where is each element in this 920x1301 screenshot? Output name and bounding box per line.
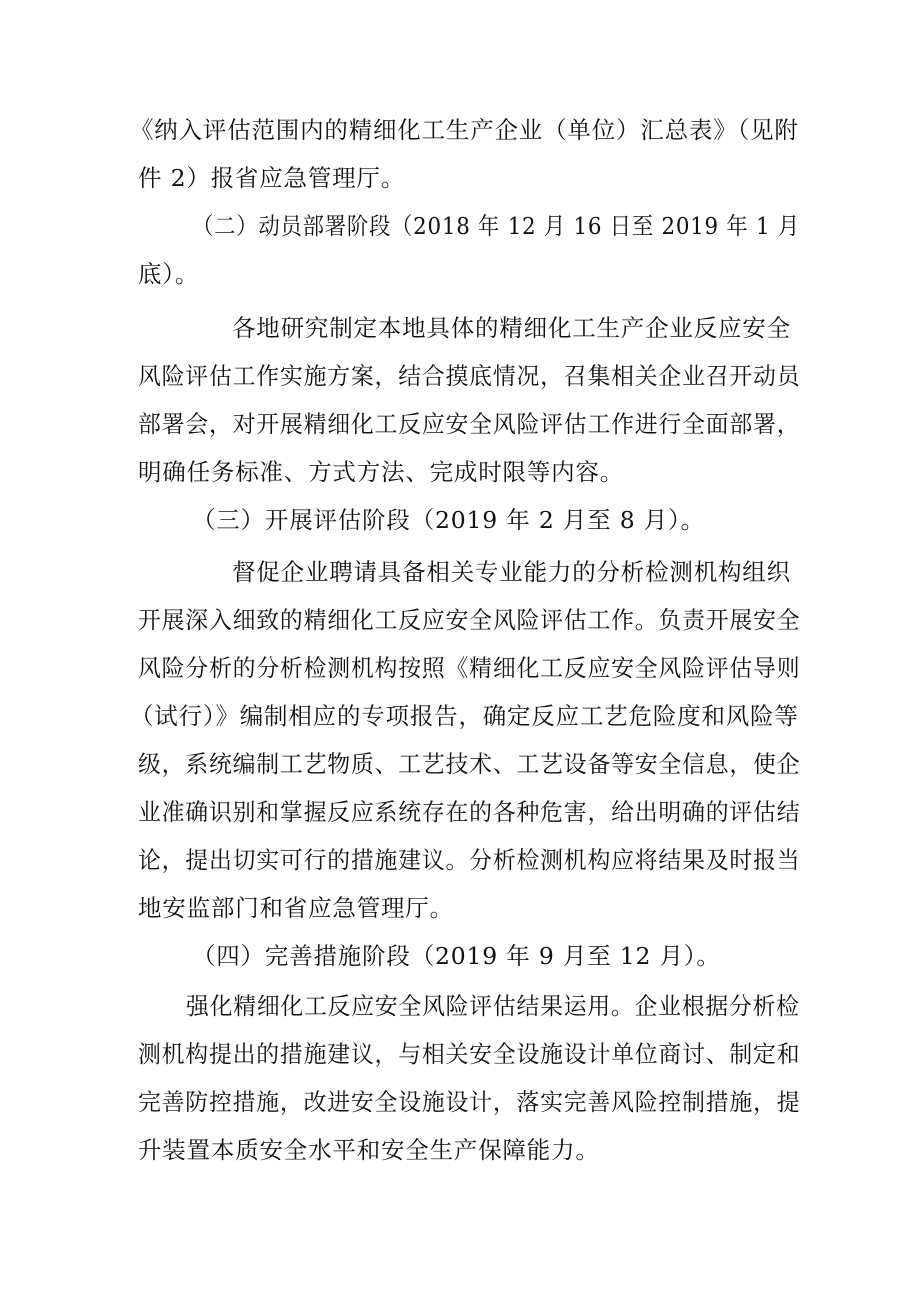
text-line: 风险评估工作实施方案，结合摸底情况，召集相关企业召开动员	[138, 362, 801, 390]
heading-line: （四）完善措施阶段（2019 年 9 月至 12 月）。	[192, 942, 721, 970]
text-line: 测机构提出的措施建议，与相关安全设施设计单位商讨、制定和	[138, 1040, 801, 1068]
text-line: 强化精细化工反应安全风险评估结果运用。企业根据分析检	[186, 992, 800, 1020]
text-line: 地安监部门和省应急管理厅。	[138, 894, 454, 922]
text-line: 各地研究制定本地具体的精细化工生产企业反应安全	[232, 314, 791, 342]
text-line: 明确任务标准、方式方法、完成时限等内容。	[138, 458, 624, 486]
text-line: 业准确识别和掌握反应系统存在的各种危害，给出明确的评估结	[138, 798, 801, 826]
text-line: 升装置本质安全水平和安全生产保障能力。	[138, 1136, 600, 1164]
text-line: 部署会，对开展精细化工反应安全风险评估工作进行全面部署，	[138, 410, 801, 438]
heading-line: 底）。	[138, 260, 200, 288]
text-line: 论，提出切实可行的措施建议。分析检测机构应将结果及时报当	[138, 846, 801, 874]
text-line: 开展深入细致的精细化工反应安全风险评估工作。负责开展安全	[138, 606, 801, 634]
text-line: 完善防控措施，改进安全设施设计，落实完善风险控制措施，提	[138, 1088, 801, 1116]
text-line: 件 2）报省应急管理厅。	[138, 164, 406, 192]
text-line: 《纳入评估范围内的精细化工生产企业（单位）汇总表》（见附	[130, 116, 799, 144]
text-line: 级，系统编制工艺物质、工艺技术、工艺设备等安全信息，使企	[138, 750, 801, 778]
text-line: （试行）》编制相应的专项报告，确定反应工艺危险度和风险等	[130, 702, 799, 730]
text-line: 风险分析的分析检测机构按照《精细化工反应安全风险评估导则	[138, 654, 801, 682]
heading-line: （三）开展评估阶段（2019 年 2 月至 8 月）。	[192, 506, 705, 534]
heading-line: （二）动员部署阶段（2018 年 12 月 16 日至 2019 年 1 月	[192, 212, 801, 240]
text-line: 督促企业聘请具备相关专业能力的分析检测机构组织	[232, 558, 791, 586]
